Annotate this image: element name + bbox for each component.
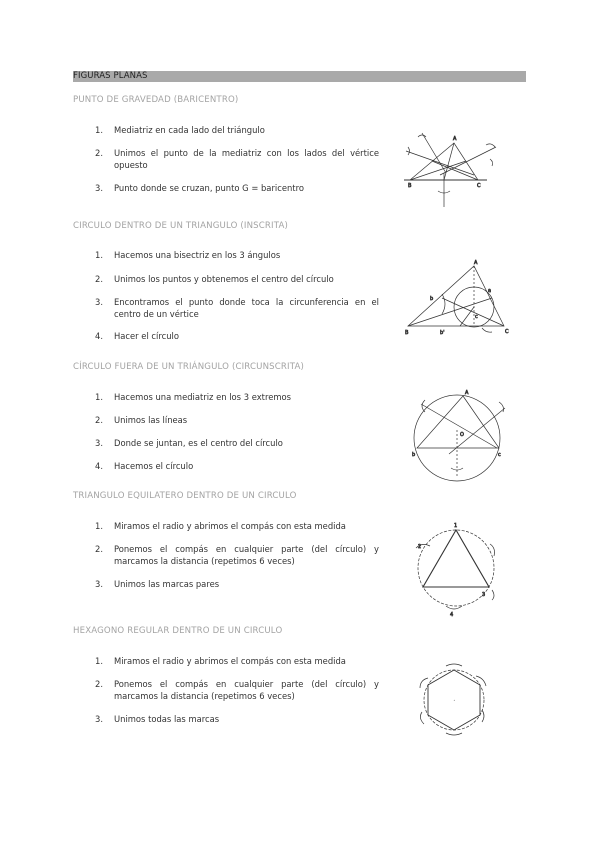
step-number: 4. (95, 461, 103, 471)
figure-label: A (465, 390, 469, 396)
step-number: 1. (95, 392, 103, 402)
figure-label: O (460, 432, 464, 438)
section-heading-equilatero: TRIANGULO EQUILATERO DENTRO DE UN CIRCULO (73, 491, 297, 501)
step-number: 1. (95, 250, 103, 260)
step-text: Hacer el círculo (114, 331, 179, 341)
step-text: Miramos el radio y abrimos el compás con esta medida (114, 521, 346, 531)
step-number: 2. (95, 544, 103, 554)
step-text: Unimos todas las marcas (114, 714, 220, 724)
step-text: Donde se juntan, es el centro del círculo (114, 438, 283, 448)
figure-label: C (477, 183, 481, 189)
step-text: Ponemos el compás en cualquier parte (del círculo) y marcamos la distancia (repetimos 6 veces) (114, 544, 379, 566)
step-number: 2. (95, 415, 103, 425)
figure-label: 4 (450, 612, 454, 618)
hexagono-figure (412, 660, 502, 735)
step-text: Mediatriz en cada lado del triángulo (114, 125, 265, 135)
section-heading-baricentro: PUNTO DE GRAVEDAD (BARICENTRO) (73, 95, 239, 105)
circunscrita-figure (405, 390, 520, 482)
figure-label: 2 (418, 544, 422, 550)
baricentro-figure (402, 125, 502, 210)
figure-label: c (475, 314, 478, 320)
figure-label: 3 (482, 592, 486, 598)
step-text: Hacemos el círculo (114, 461, 194, 471)
figure-label: b' (440, 330, 445, 336)
figure-label: 1 (454, 523, 458, 529)
step-text: Unimos los puntos y obtenemos el centro del círculo (114, 274, 334, 284)
inscrita-figure (402, 258, 517, 340)
step-number: 1. (95, 656, 103, 666)
step-number: 2. (95, 148, 103, 158)
section-heading-circunscrita: CÍRCULO FUERA DE UN TRIÁNGULO (CIRCUNSCRITA) (73, 362, 304, 372)
step-number: 1. (95, 125, 103, 135)
figure-label: B (408, 183, 412, 189)
step-number: 3. (95, 579, 103, 589)
step-number: 3. (95, 297, 103, 307)
step-number: 2. (95, 274, 103, 284)
equilatero-figure (410, 520, 505, 620)
figure-label: b (430, 296, 434, 302)
page-title-bar (73, 71, 526, 82)
step-number: 2. (95, 679, 103, 689)
figure-label: c (498, 452, 501, 458)
step-number: 3. (95, 438, 103, 448)
step-text: Punto donde se cruzan, punto G = baricentro (114, 183, 304, 193)
figure-label: C (505, 329, 509, 335)
step-number: 4. (95, 331, 103, 341)
step-number: 1. (95, 521, 103, 531)
step-number: 3. (95, 183, 103, 193)
step-text: Unimos las líneas (114, 415, 188, 425)
step-text: Miramos el radio y abrimos el compás con esta medida (114, 656, 346, 666)
step-text: Unimos las marcas pares (114, 579, 220, 589)
step-text: Ponemos el compás en cualquier parte (del círculo) y marcamos la distancia (repetimos 6 veces) (114, 679, 379, 701)
figure-label: A (453, 136, 457, 142)
step-text: Hacemos una mediatriz en los 3 extremos (114, 392, 291, 402)
figure-label: A (474, 260, 478, 266)
section-heading-inscrita: CIRCULO DENTRO DE UN TRIANGULO (INSCRITA) (73, 221, 288, 231)
step-text: Unimos el punto de la mediatriz con los lados del vértice opuesto (114, 148, 379, 170)
figure-label: b (412, 452, 416, 458)
step-text: Hacemos una bisectriz en los 3 ángulos (114, 250, 281, 260)
page-title: FIGURAS PLANAS (73, 71, 148, 81)
section-heading-hexagono: HEXAGONO REGULAR DENTRO DE UN CIRCULO (73, 626, 283, 636)
step-text: Encontramos el punto donde toca la circunferencia en el centro de un vértice (114, 297, 379, 319)
figure-label: B (405, 330, 409, 336)
figure-label: a (488, 288, 492, 294)
step-number: 3. (95, 714, 103, 724)
